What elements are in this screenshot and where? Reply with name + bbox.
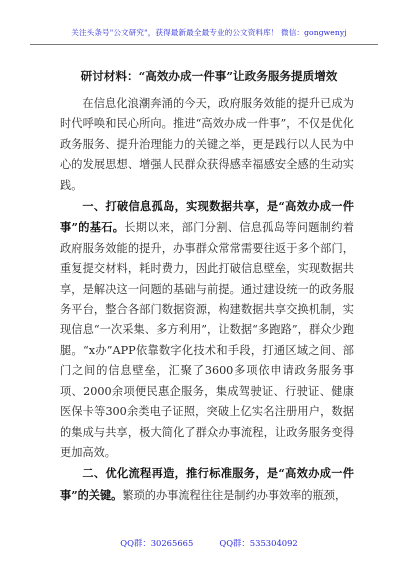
header-banner: 关注头条号"公文研究"，获得最新最全最专业的公文资料库！ 微信：gongwenyj: [71, 28, 347, 37]
header-divider: [30, 44, 378, 45]
document-title: 研讨材料：“高效办成一件事”让政务服务提质增效: [80, 69, 338, 83]
footer-qq-group-2: QQ群：535304092: [219, 538, 298, 548]
footer-contact: [40, 537, 378, 549]
document-body: [60, 94, 354, 506]
section-2-text: 繁琐的办事流程往往是制约办事效率的瓶颈，: [122, 488, 347, 502]
section-1-text: 长期以来，部门分割、信息孤岛等问题制约着政府服务效能的提升，办事群众常常需要往返于多个部门，重复提交材料，耗时费力，因此打破信息壁垒，实现数据共享，是解决这一问题的基础与前提。通过建设统一的政务服务平台，整合各部门数据资源，构建数据共享交换机制，实现信息“一次采集、多方利用”，让数据“多跑路”，群众少跑腿。“x办”APP依靠数字化技术和手段，打通区域之间、部门之间的信息壁垒，汇聚了3600多项依申请政务服务事项、2000余项便民惠企服务，集成驾驶证、行驶证、健康医保卡等300余类电子证照，突破上亿实名注册用户，数据的集成与共享，极大简化了群众办事流程，让政务服务变得更加高效。: [60, 221, 354, 459]
intro-paragraph: 在信息化浪潮奔涌的今天，政府服务效能的提升已成为时代呼唤和民心所向。推进“高效办成一件事”，不仅是优化政务服务、提升治理能力的关键之举，更是践行以人民为中心的发展思想、增强人民群众获得感幸福感安全感的生动实践。: [60, 97, 354, 192]
section-1-heading: 一、打破信息孤岛，实现数据共享，是“高效办成一件事”的基石。: [60, 199, 354, 235]
section-2-heading: 二、优化流程再造，推行标准服务，是“高效办成一件事”的关键。: [60, 466, 354, 502]
section-2-paragraph: [60, 463, 354, 506]
section-1-paragraph: [60, 196, 354, 463]
footer-qq-group-1: QQ群：30265665: [120, 538, 194, 548]
